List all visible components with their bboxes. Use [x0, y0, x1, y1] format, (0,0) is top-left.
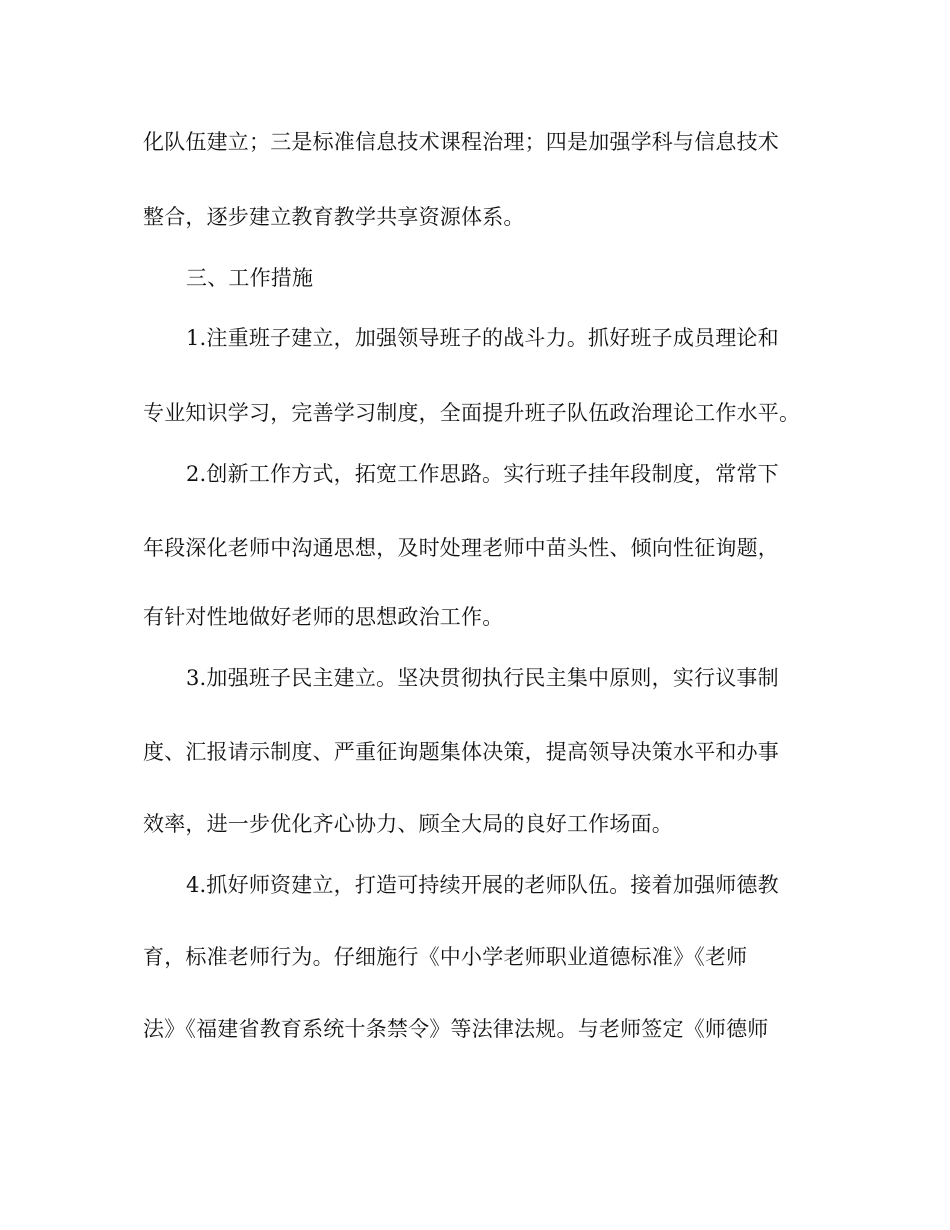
paragraph-line: 年段深化老师中沟通思想，及时处理老师中苗头性、倾向性征询题， — [143, 536, 779, 560]
paragraph-line: 法》《福建省教育系统十条禁令》等法律法规。与老师签定《师德师 — [143, 1017, 769, 1041]
paragraph-line: 3.加强班子民主建立。坚决贯彻执行民主集中原则，实行议事制 — [186, 666, 779, 690]
paragraph-line: 4.抓好师资建立，打造可持续开展的老师队伍。接着加强师德教 — [186, 873, 779, 897]
section-heading: 三、工作措施 — [186, 266, 314, 290]
paragraph-line: 度、汇报请示制度、严重征询题集体决策，提高领导决策水平和办事 — [143, 740, 779, 764]
paragraph-line: 2.创新工作方式，拓宽工作思路。实行班子挂年段制度，常常下 — [186, 462, 779, 486]
paragraph-line: 化队伍建立；三是标准信息技术课程治理；四是加强学科与信息技术 — [143, 130, 779, 154]
paragraph-line: 育，标准老师行为。仔细施行《中小学老师职业道德标准》《老师 — [143, 945, 748, 969]
paragraph-line: 专业知识学习，完善学习制度，全面提升班子队伍政治理论工作水平。 — [143, 401, 801, 425]
paragraph-line: 1.注重班子建立，加强领导班子的战斗力。抓好班子成员理论和 — [186, 326, 779, 350]
paragraph-line: 效率，进一步优化齐心协力、顾全大局的良好工作场面。 — [143, 812, 673, 836]
paragraph-line: 整合，逐步建立教育教学共享资源体系。 — [143, 205, 525, 229]
paragraph-line: 有针对性地做好老师的思想政治工作。 — [143, 605, 504, 629]
